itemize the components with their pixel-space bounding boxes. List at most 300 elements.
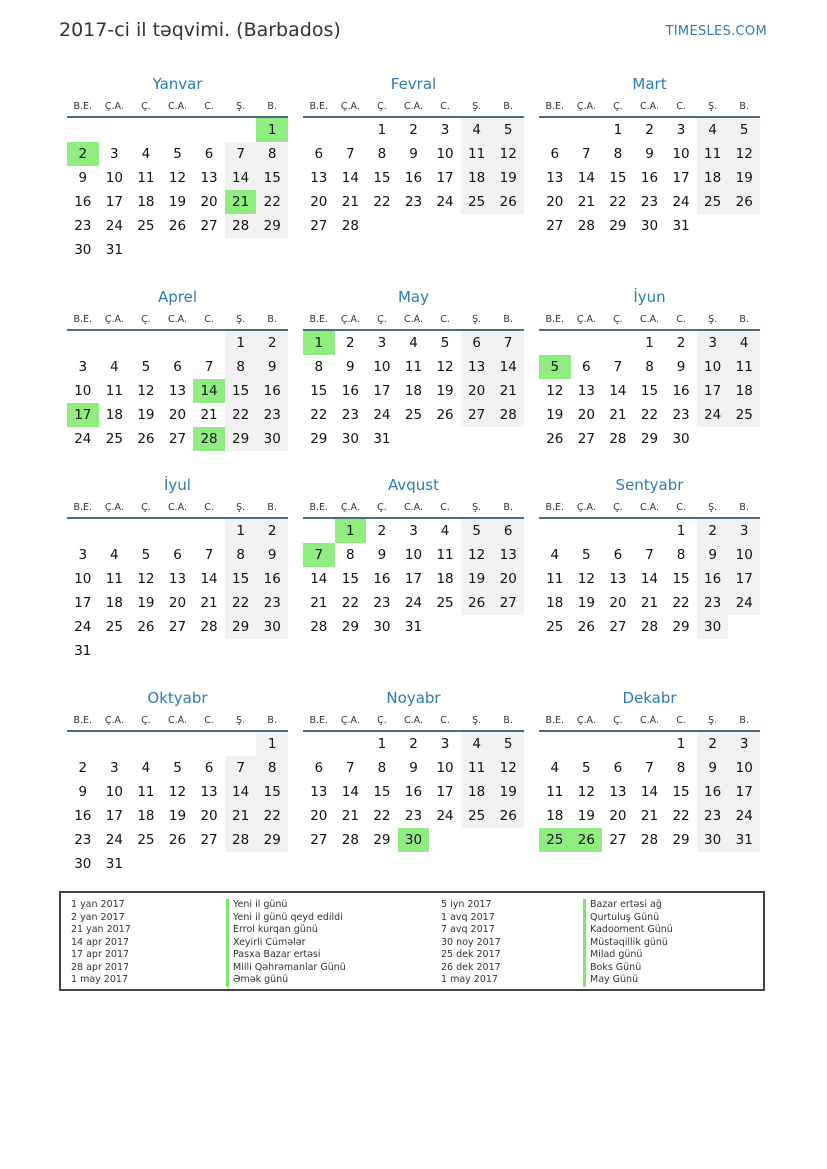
calendar-day: 25: [137, 218, 155, 234]
calendar-day: 31: [373, 431, 391, 447]
calendar-day: 7: [582, 146, 591, 162]
calendar-day: 20: [577, 407, 595, 423]
weekday-label: C.A.: [403, 314, 423, 325]
legend-names-right: [583, 899, 673, 987]
calendar-day: 4: [141, 760, 151, 776]
calendar-day: 17: [373, 383, 391, 399]
calendar-day: 19: [728, 166, 760, 190]
calendar-day: 28: [640, 619, 659, 635]
holiday-day: 2: [67, 142, 99, 166]
calendar-day: 16: [697, 780, 729, 804]
calendar-day: 18: [728, 379, 760, 403]
holiday-day: 28: [193, 427, 225, 451]
calendar-day: 15: [609, 170, 627, 186]
legend-holiday-date: 21 yan 2017: [71, 924, 131, 935]
holiday-day: 1: [335, 519, 367, 543]
calendar-day: 23: [697, 591, 729, 615]
calendar-day: 22: [373, 194, 391, 210]
calendar-day: 26: [168, 832, 187, 848]
weekday-label: B.: [739, 715, 749, 726]
weekday-label: Ç.A.: [576, 314, 596, 325]
calendar-day: 6: [204, 146, 214, 162]
legend-holiday-name: Milad günü: [583, 949, 673, 962]
weekday-label: B.: [267, 715, 277, 726]
weekday-label: Ç.: [613, 101, 623, 112]
calendar-day: 19: [492, 780, 524, 804]
legend-holiday-name: Pasxa Bazar ertəsi: [226, 949, 346, 962]
weekday-label: Ç.A.: [576, 502, 596, 513]
weekday-label: Ş.: [236, 314, 246, 325]
calendar-day: 8: [225, 543, 257, 567]
weekday-label: Ş.: [472, 101, 482, 112]
calendar-day: 16: [404, 784, 423, 800]
calendar-day: 5: [173, 760, 182, 776]
calendar-day: 20: [200, 808, 218, 824]
calendar-day: 1: [256, 732, 288, 756]
calendar-day: 9: [676, 359, 686, 375]
calendar-day: 1: [645, 335, 654, 351]
weekday-header: [67, 313, 288, 327]
calendar-day: 18: [137, 808, 155, 824]
calendar-day: 8: [377, 760, 387, 776]
calendar-day: 22: [672, 595, 690, 611]
weekday-label: B.: [267, 502, 277, 513]
calendar-day: 11: [105, 571, 123, 587]
calendar-day: 8: [256, 756, 288, 780]
weekday-header: [67, 100, 288, 114]
calendar-day: 29: [640, 431, 659, 447]
calendar-day: 5: [440, 335, 450, 351]
calendar-day: 23: [672, 407, 690, 423]
calendar-day: 16: [74, 808, 92, 824]
weekday-label: B.: [503, 502, 513, 513]
calendar-day: 29: [672, 832, 690, 848]
weekday-label: B.E.: [545, 502, 565, 513]
weekday-label: B.E.: [309, 715, 329, 726]
calendar-day: 14: [225, 780, 257, 804]
calendar-day: 27: [200, 832, 218, 848]
calendar-day: 9: [346, 359, 355, 375]
weekday-label: C.: [676, 502, 686, 513]
calendar-day: 17: [697, 379, 729, 403]
calendar-day: 2: [409, 122, 418, 138]
calendar-day: 18: [697, 166, 729, 190]
calendar-day: 21: [341, 808, 359, 824]
month-name: Noyabr: [386, 689, 441, 707]
calendar-day: 12: [436, 359, 454, 375]
calendar-day: 23: [341, 407, 359, 423]
weekday-label: Ç.A.: [104, 502, 124, 513]
calendar-day: 14: [640, 571, 659, 587]
weekday-label: B.E.: [73, 101, 93, 112]
calendar-day: 21: [577, 194, 595, 210]
calendar-day: 21: [492, 379, 524, 403]
legend-holiday-name: Əmək günü: [226, 974, 346, 987]
weekday-header: [303, 100, 524, 114]
holiday-day: 21: [225, 190, 257, 214]
weekday-label: Ç.A.: [576, 715, 596, 726]
calendar-day: 24: [74, 431, 92, 447]
calendar-day: 18: [546, 595, 564, 611]
calendar-day: 1: [676, 736, 686, 752]
calendar-day: 14: [609, 383, 627, 399]
weekday-label: C.: [676, 715, 686, 726]
calendar-day: 10: [728, 543, 760, 567]
legend-holiday-name: Boks Günü: [583, 962, 673, 975]
weekday-label: Ş.: [236, 502, 246, 513]
calendar-day: 8: [256, 142, 288, 166]
calendar-day: 29: [310, 431, 328, 447]
calendar-day: 29: [373, 832, 391, 848]
weekday-label: B.: [503, 314, 513, 325]
weekday-label: Ç.A.: [340, 101, 360, 112]
calendar-day: 23: [640, 194, 659, 210]
calendar-day: 29: [256, 828, 288, 852]
month-name: Aprel: [157, 288, 198, 306]
holiday-day: 30: [398, 828, 430, 852]
month-name: Dekabr: [622, 689, 677, 707]
calendar-day: 17: [74, 595, 92, 611]
calendar-day: 10: [74, 571, 92, 587]
weekday-label: Ç.: [377, 715, 387, 726]
calendar-day: 3: [377, 335, 387, 351]
calendar-day: 2: [409, 736, 418, 752]
weekday-header: [539, 313, 760, 327]
month-9: [539, 476, 760, 671]
calendar-day: 18: [404, 383, 423, 399]
calendar-day: 23: [404, 194, 423, 210]
calendar-day: 16: [256, 379, 288, 403]
calendar-day: 7: [225, 142, 257, 166]
legend-holiday-date: 17 apr 2017: [71, 949, 130, 960]
calendar-day: 6: [173, 547, 182, 563]
weekday-label: Ş.: [472, 715, 482, 726]
calendar-day: 1: [377, 122, 387, 138]
calendar-day: 19: [168, 194, 187, 210]
calendar-day: 28: [609, 431, 627, 447]
weekday-label: Ç.: [377, 101, 387, 112]
calendar-day: 11: [728, 355, 760, 379]
calendar-day: 24: [105, 218, 123, 234]
calendar-day: 30: [74, 242, 92, 258]
weekday-label: C.: [676, 101, 686, 112]
calendar-day: 13: [461, 355, 493, 379]
calendar-day: 15: [225, 379, 257, 403]
calendar-day: 17: [728, 567, 760, 591]
calendar-day: 8: [645, 359, 654, 375]
weekday-label: B.: [267, 101, 277, 112]
holiday-day: 7: [303, 543, 335, 567]
calendar-day: 19: [436, 383, 454, 399]
calendar-day: 28: [577, 218, 595, 234]
calendar-day: 24: [728, 804, 760, 828]
calendar-day: 13: [492, 543, 524, 567]
calendar-day: 7: [492, 331, 524, 355]
calendar-day: 8: [346, 547, 355, 563]
calendar-day: 10: [105, 784, 123, 800]
calendar-day: 10: [436, 146, 454, 162]
weekday-label: Ç.A.: [340, 715, 360, 726]
weekday-label: B.: [739, 314, 749, 325]
legend-holiday-date: 28 apr 2017: [71, 961, 130, 973]
calendar-day: 15: [256, 780, 288, 804]
weekday-label: C.: [204, 502, 214, 513]
calendar-day: 31: [105, 242, 123, 258]
weekday-label: B.: [267, 314, 277, 325]
weekday-label: Ç.A.: [104, 715, 124, 726]
calendar-day: 12: [577, 571, 595, 587]
calendar-day: 20: [310, 194, 328, 210]
legend-names-left: [226, 899, 346, 987]
calendar-day: 15: [373, 784, 391, 800]
calendar-day: 17: [436, 784, 454, 800]
calendar-day: 11: [461, 756, 493, 780]
calendar-day: 16: [672, 383, 690, 399]
weekday-label: C.: [204, 314, 214, 325]
calendar-day: 25: [137, 832, 155, 848]
calendar-day: 5: [582, 760, 591, 776]
calendar-day: 20: [168, 595, 187, 611]
calendar-day: 5: [492, 118, 524, 142]
legend-holiday-name: Xeyirli Cümələr: [226, 937, 346, 950]
calendar-day: 3: [676, 122, 686, 138]
weekday-label: Ş.: [708, 314, 718, 325]
calendar-day: 15: [373, 170, 391, 186]
calendar-day: 24: [672, 194, 690, 210]
holiday-day: 1: [256, 118, 288, 142]
calendar-day: 4: [550, 547, 560, 563]
legend-holiday-name: Errol kurqan günü: [226, 924, 346, 937]
brand-link[interactable]: TIMESLES.COM: [665, 24, 767, 39]
weekday-header: [303, 714, 524, 728]
calendar-day: 25: [404, 407, 423, 423]
calendar-day: 22: [672, 808, 690, 824]
calendar-day: 1: [225, 331, 257, 355]
calendar-day: 3: [78, 547, 88, 563]
calendar-day: 18: [461, 780, 493, 804]
calendar-day: 27: [200, 218, 218, 234]
calendar-day: 2: [377, 523, 387, 539]
calendar-day: 3: [440, 736, 450, 752]
calendar-day: 24: [373, 407, 391, 423]
calendar-day: 11: [404, 359, 423, 375]
calendar-day: 28: [225, 214, 257, 238]
calendar-day: 3: [110, 146, 119, 162]
calendar-day: 14: [310, 571, 328, 587]
weekday-label: Ç.A.: [340, 314, 360, 325]
holiday-day: 1: [303, 331, 335, 355]
legend-holiday-date: 1 may 2017: [71, 974, 128, 985]
calendar-day: 9: [697, 756, 729, 780]
legend-holiday-date: 5 iyn 2017: [441, 899, 492, 910]
calendar-day: 14: [200, 571, 218, 587]
month-1: [67, 75, 288, 270]
calendar-day: 1: [676, 523, 686, 539]
calendar-day: 27: [492, 591, 524, 615]
calendar-day: 12: [137, 571, 155, 587]
calendar-day: 8: [314, 359, 324, 375]
calendar-day: 30: [74, 856, 92, 872]
calendar-day: 15: [640, 383, 659, 399]
weekday-header: [303, 313, 524, 327]
calendar-day: 27: [609, 832, 627, 848]
calendar-day: 29: [341, 619, 359, 635]
calendar-day: 16: [74, 194, 92, 210]
calendar-day: 25: [461, 190, 493, 214]
month-name: İyun: [633, 288, 666, 306]
calendar-day: 3: [728, 732, 760, 756]
calendar-day: 2: [78, 760, 88, 776]
weekday-label: B.E.: [545, 101, 565, 112]
calendar-day: 15: [225, 567, 257, 591]
calendar-day: 13: [546, 170, 564, 186]
weekday-label: B.E.: [309, 502, 329, 513]
calendar-day: 8: [225, 355, 257, 379]
month-2: [303, 75, 524, 270]
calendar-day: 16: [404, 170, 423, 186]
weekday-label: Ç.: [613, 502, 623, 513]
calendar-day: 27: [609, 619, 627, 635]
weekday-label: C.A.: [167, 502, 187, 513]
calendar-day: 16: [341, 383, 359, 399]
calendar-day: 3: [409, 523, 418, 539]
calendar-day: 27: [577, 431, 595, 447]
calendar-day: 2: [256, 331, 288, 355]
calendar-day: 14: [225, 166, 257, 190]
calendar-day: 6: [582, 359, 591, 375]
weekday-label: Ç.: [377, 314, 387, 325]
weekday-label: B.E.: [309, 314, 329, 325]
weekday-label: Ç.A.: [104, 101, 124, 112]
calendar-day: 3: [697, 331, 729, 355]
weekday-header: [539, 100, 760, 114]
calendar-day: 10: [404, 547, 423, 563]
calendar-day: 17: [105, 808, 123, 824]
calendar-day: 9: [256, 355, 288, 379]
calendar-day: 9: [697, 543, 729, 567]
calendar-day: 24: [436, 808, 454, 824]
weekday-label: C.A.: [167, 314, 187, 325]
calendar-day: 19: [137, 407, 155, 423]
calendar-day: 5: [461, 519, 493, 543]
calendar-day: 16: [256, 567, 288, 591]
calendar-day: 12: [137, 383, 155, 399]
calendar-day: 5: [492, 732, 524, 756]
calendar-day: 5: [728, 118, 760, 142]
calendar-day: 18: [137, 194, 155, 210]
calendar-day: 13: [200, 170, 218, 186]
calendar-day: 2: [256, 519, 288, 543]
calendar-day: 16: [640, 170, 659, 186]
calendar-day: 9: [78, 784, 88, 800]
calendar-day: 4: [728, 331, 760, 355]
calendar-day: 22: [256, 190, 288, 214]
calendar-day: 25: [105, 619, 123, 635]
weekday-label: Ç.A.: [340, 502, 360, 513]
calendar-day: 4: [110, 547, 119, 563]
calendar-day: 28: [225, 828, 257, 852]
calendar-day: 17: [436, 170, 454, 186]
weekday-label: C.A.: [403, 502, 423, 513]
weekday-header: [67, 501, 288, 515]
calendar-day: 21: [341, 194, 359, 210]
weekday-label: Ç.A.: [104, 314, 124, 325]
calendar-day: 27: [168, 431, 187, 447]
calendar-day: 29: [672, 619, 690, 635]
weekday-label: C.: [204, 101, 214, 112]
weekday-label: Ş.: [236, 101, 246, 112]
month-name: Mart: [632, 75, 667, 93]
weekday-header: [67, 714, 288, 728]
calendar-day: 13: [200, 784, 218, 800]
calendar-day: 7: [346, 146, 355, 162]
calendar-day: 14: [341, 784, 359, 800]
calendar-day: 16: [697, 567, 729, 591]
weekday-label: B.E.: [73, 314, 93, 325]
calendar-day: 29: [225, 615, 257, 639]
calendar-day: 19: [137, 595, 155, 611]
calendar-day: 7: [645, 760, 654, 776]
calendar-day: 24: [697, 403, 729, 427]
calendar-day: 22: [225, 403, 257, 427]
calendar-day: 14: [341, 170, 359, 186]
calendar-day: 28: [200, 619, 218, 635]
calendar-day: 24: [105, 832, 123, 848]
calendar-day: 4: [461, 118, 493, 142]
legend-holiday-date: 26 dek 2017: [441, 961, 501, 973]
calendar-day: 11: [105, 383, 123, 399]
calendar-day: 19: [577, 808, 595, 824]
calendar-day: 13: [310, 784, 328, 800]
month-name: Sentyabr: [615, 476, 684, 494]
calendar-day: 2: [697, 732, 729, 756]
calendar-day: 26: [137, 431, 155, 447]
calendar-day: 12: [492, 756, 524, 780]
calendar-day: 22: [256, 804, 288, 828]
weekday-header: [539, 714, 760, 728]
calendar-day: 3: [440, 122, 450, 138]
month-7: [67, 476, 288, 671]
calendar-day: 20: [461, 379, 493, 403]
calendar-day: 11: [137, 170, 155, 186]
calendar-day: 5: [141, 359, 151, 375]
weekday-label: C.A.: [639, 101, 659, 112]
calendar-day: 7: [225, 756, 257, 780]
calendar-day: 8: [613, 146, 623, 162]
weekday-label: B.E.: [73, 502, 93, 513]
calendar-day: 20: [310, 808, 328, 824]
calendar-day: 8: [377, 146, 387, 162]
calendar-day: 1: [613, 122, 623, 138]
calendar-day: 10: [436, 760, 454, 776]
calendar-day: 15: [310, 383, 328, 399]
calendar-day: 21: [225, 804, 257, 828]
legend-holiday-date: 25 dek 2017: [441, 949, 501, 960]
weekday-label: Ç.: [141, 715, 151, 726]
calendar-day: 8: [676, 760, 686, 776]
calendar-day: 12: [461, 543, 493, 567]
calendar-day: 15: [256, 166, 288, 190]
calendar-day: 9: [78, 170, 88, 186]
calendar-day: 23: [404, 808, 423, 824]
calendar-day: 7: [645, 547, 654, 563]
month-name: Oktyabr: [147, 689, 208, 707]
calendar-day: 13: [609, 571, 627, 587]
calendar-day: 10: [697, 355, 729, 379]
calendar-day: 30: [373, 619, 391, 635]
calendar-day: 23: [256, 591, 288, 615]
calendar-day: 20: [609, 808, 627, 824]
